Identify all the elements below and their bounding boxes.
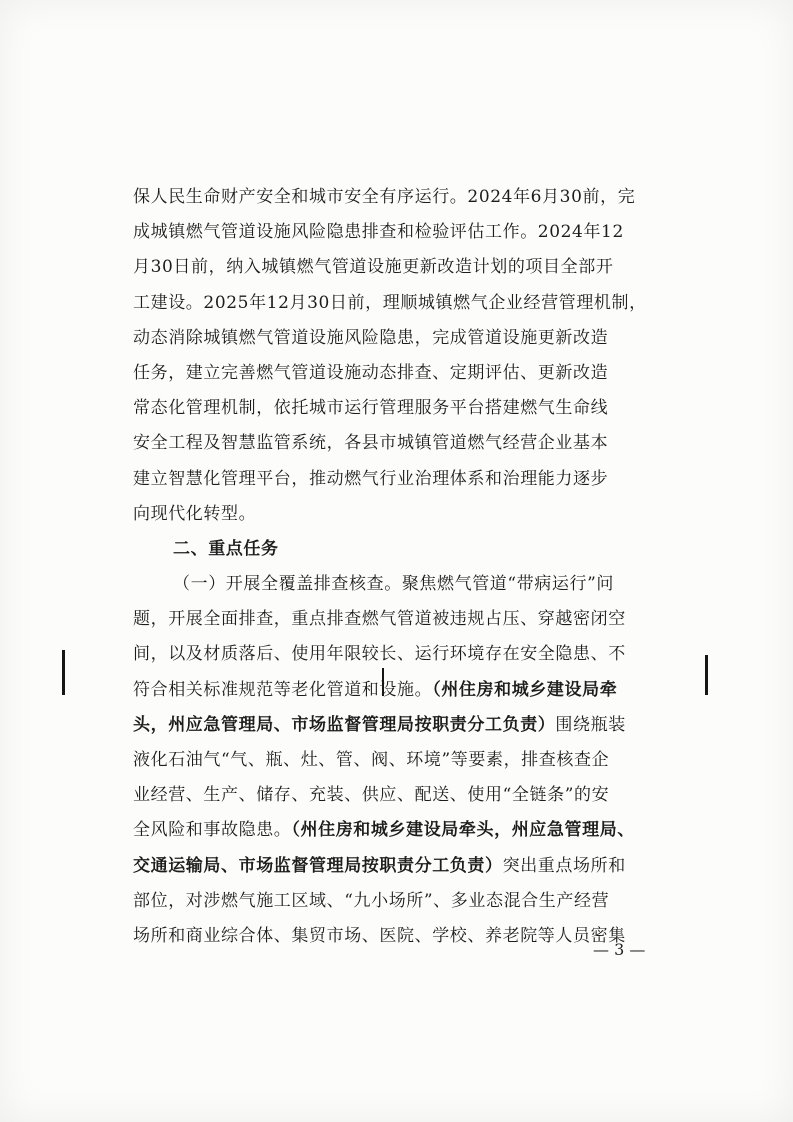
- text-run: 聚焦燃气管道“带病运行”问: [401, 574, 614, 595]
- text-line: 部位，对涉燃气施工区域、“九小场所”、多业态混合生产经营: [133, 890, 610, 911]
- text-run: 围绕瓶装: [555, 714, 626, 735]
- text-line: 业经营、生产、储存、充装、供应、配送、使用“全链条”的安: [133, 785, 610, 806]
- section-heading: 二、重点任务: [173, 538, 279, 559]
- text-line: [133, 708, 668, 743]
- responsibility-note: 头，州应急管理局、市场监督管理局按职责分工负责）: [133, 714, 556, 735]
- subsection-title: （一）开展全覆盖排查核查。: [173, 574, 402, 595]
- text-run: 全风险和事故隐患。: [133, 820, 292, 841]
- right-margin-mark: [705, 655, 708, 695]
- text-line: [133, 849, 668, 884]
- text-line: 任务，建立完善燃气管道设施动态排查、定期评估、更新改造: [133, 362, 609, 383]
- text-line: 向现代化转型。: [133, 503, 257, 524]
- text-line: 工建设。2025年12月30日前，理顺城镇燃气企业经营管理机制，: [133, 292, 647, 313]
- text-line: 动态消除城镇燃气管道设施风险隐患，完成管道设施更新改造: [133, 327, 609, 348]
- page-number: — 3 —: [593, 940, 646, 959]
- text-line: 间，以及材质落后、使用年限较长、运行环境存在安全隐患、不: [133, 644, 626, 665]
- text-line: 建立智慧化管理平台，推动燃气行业治理体系和治理能力逐步: [133, 468, 609, 489]
- text-line: 安全工程及智慧监管系统，各县市城镇管道燃气经营企业基本: [133, 433, 609, 454]
- body-text: [133, 180, 668, 954]
- responsibility-note: 交通运输局、市场监督管理局按职责分工负责）: [133, 855, 503, 876]
- text-line: 保人民生命财产安全和城市安全有序运行。2024年6月30前，完: [133, 187, 636, 207]
- text-line: 月30日前，纳入城镇燃气管道设施更新改造计划的项目全部开: [133, 257, 614, 278]
- text-line: [133, 813, 668, 848]
- left-margin-mark: [62, 650, 65, 695]
- text-line: 场所和商业综合体、集贸市场、医院、学校、养老院等人员密集: [133, 925, 626, 946]
- text-run: 突出重点场所和: [502, 855, 626, 876]
- text-run: 符合相关标准规范等老化管道和设施。: [133, 679, 433, 700]
- text-line: [133, 567, 668, 602]
- responsibility-note: （州住房和城乡建设局牵头，州应急管理局、: [291, 820, 635, 841]
- text-line: 成城镇燃气管道设施风险隐患排查和检验评估工作。2024年12: [133, 222, 624, 243]
- text-line: [133, 673, 668, 708]
- text-line: 液化石油气“气、瓶、灶、管、阀、环境”等要素，排查核查企: [133, 750, 610, 770]
- text-line: 常态化管理机制，依托城市运行管理服务平台搭建燃气生命线: [133, 398, 609, 419]
- text-line: 题，开展全面排查，重点排查燃气管道被违规占压、穿越密闭空: [133, 609, 626, 630]
- responsibility-note: （州住房和城乡建设局牵: [432, 679, 618, 700]
